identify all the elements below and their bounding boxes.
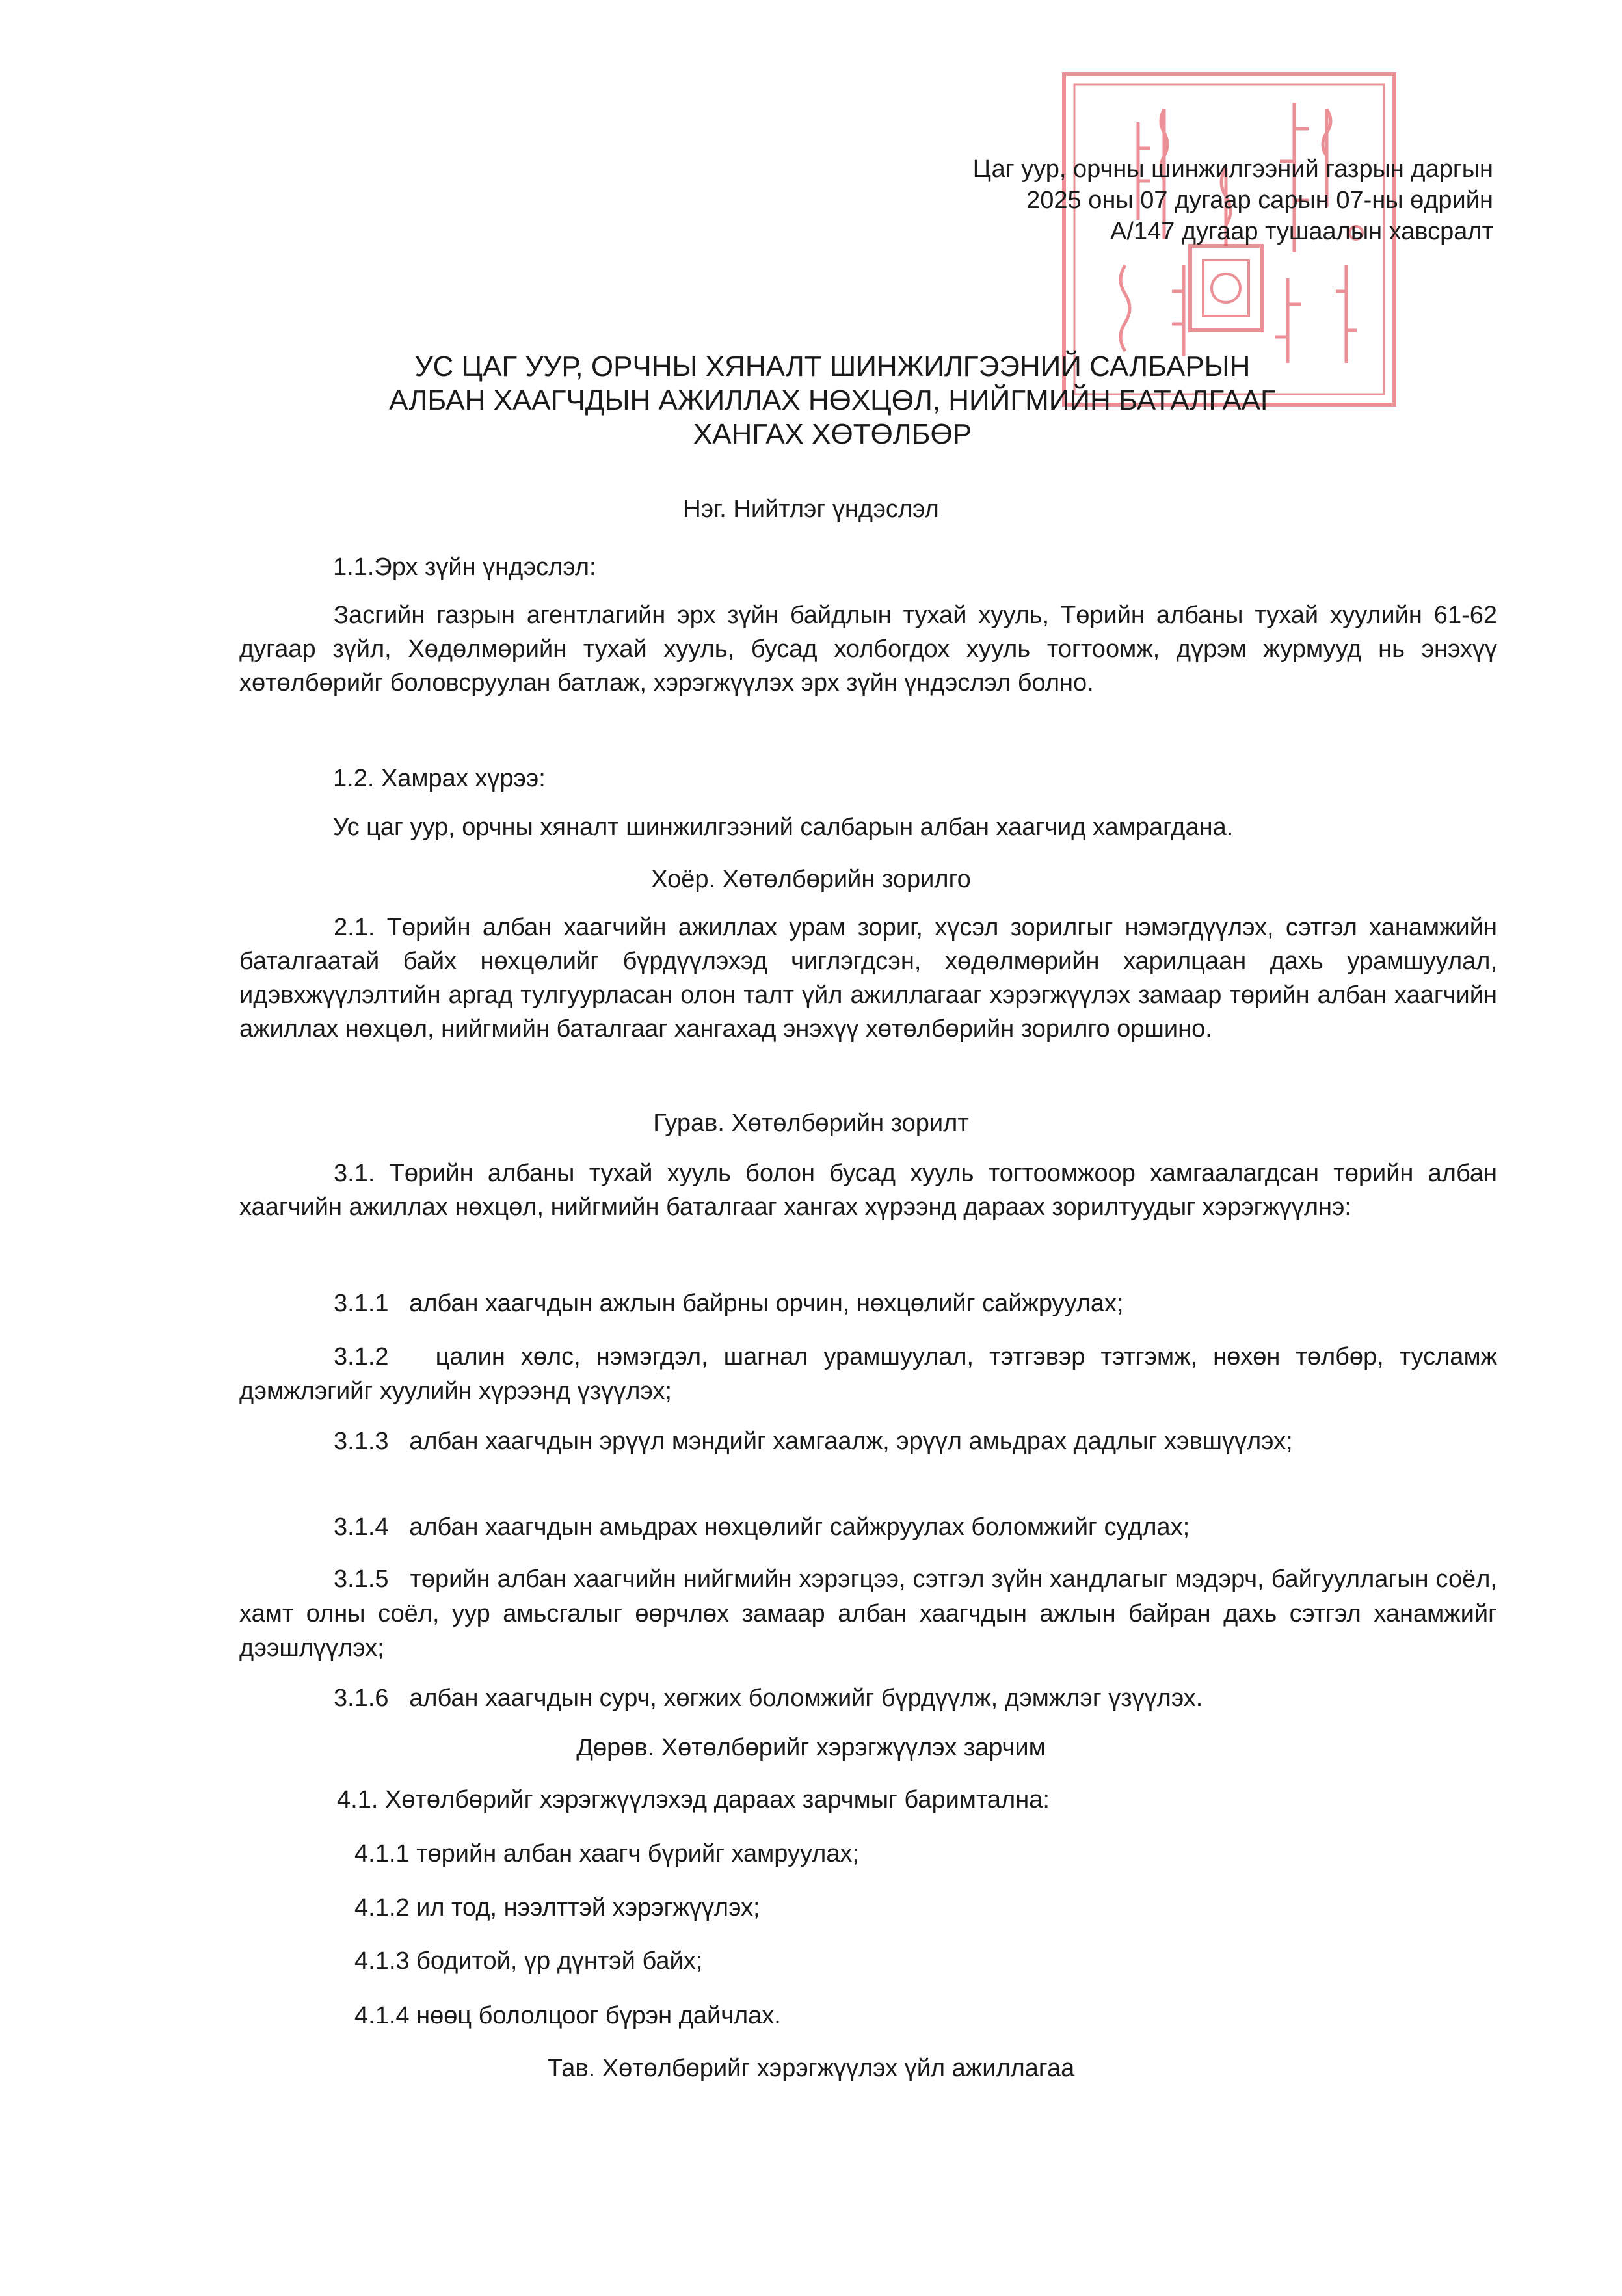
header-line-1: Цаг уур, орчны шинжилгээний газрын даргын xyxy=(972,155,1493,183)
title-line-1: УС ЦАГ УУР, ОРЧНЫ ХЯНАЛТ ШИНЖИЛГЭЭНИЙ САЛБАРЫН xyxy=(414,351,1251,382)
document-title xyxy=(364,350,1301,451)
list-item xyxy=(239,1562,1497,1666)
item-text: цалин хөлс, нэмэгдэл, шагнал урамшуулал, тэтгэвэр тэтгэмж, нөхөн төлбөр, тусламж дэмжлэгийг хуулийн хүрээнд үзүүлэх; xyxy=(239,1343,1497,1405)
section-5-heading: Тав. Хөтөлбөрийг хэрэгжүүлэх үйл ажиллагаа xyxy=(547,2055,1075,2082)
title-line-3: ХАНГАХ ХӨТӨЛБӨР xyxy=(693,418,972,450)
list-item xyxy=(239,1510,1497,1545)
list-item xyxy=(239,1340,1497,1409)
clause-1-2-label: 1.2. Хамрах хүрээ: xyxy=(333,765,546,792)
item-text: төрийн албан хаагчийн нийгмийн хэрэгцээ, сэтгэл зүйн хандлагыг мэдэрч, байгууллагын соёл, хамт олны соёл, уур амьсгалыг өөрчлөх замаар албан хаагчдын ажлын байран дахь сэтгэл ханамжийг дээшлүүлэх; xyxy=(239,1566,1497,1662)
item-text: нөөц бололцоог бүрэн дайчлах. xyxy=(416,2002,781,2029)
section-2-heading: Хоёр. Хөтөлбөрийн зорилго xyxy=(651,866,971,893)
list-item xyxy=(354,1836,859,1872)
item-number: 3.1.4 xyxy=(334,1514,389,1541)
list-item xyxy=(354,1998,781,2034)
item-text: бодитой, үр дүнтэй байх; xyxy=(416,1947,703,1975)
list-item xyxy=(239,1424,1497,1459)
item-text: төрийн албан хаагч бүрийг хамруулах; xyxy=(416,1840,860,1867)
item-text: ил тод, нээлттэй хэрэгжүүлэх; xyxy=(416,1894,760,1921)
header-line-2: 2025 оны 07 дугаар сарын 07-ны өдрийн xyxy=(1026,187,1493,214)
item-number: 3.1.6 xyxy=(334,1685,389,1712)
item-number: 4.1.3 xyxy=(354,1947,410,1975)
list-item xyxy=(354,1890,760,1926)
header-line-3: А/147 дугаар тушаалын хавсралт xyxy=(1110,218,1493,245)
list-item xyxy=(239,1287,1497,1321)
clause-2-1-text: 2.1. Төрийн албан хаагчийн ажиллах урам зориг, хүсэл зорилгыг нэмэгдүүлэх, сэтгэл ханамжийн баталгаатай байх нөхцөлийг бүрдүүлэхэд чиглэгдсэн, хөдөлмөрийн харилцаан дахь урамшуулал, идэвхжүүлэлтийн аргад тулгуурласан олон талт үйл ажиллагааг хэрэгжүүлэх замаар төрийн албан хаагчийн ажиллах нөхцөл, нийгмийн баталгааг хангахад энэхүү хөтөлбөрийн зорилго оршино. xyxy=(239,914,1497,1043)
item-number: 3.1.1 xyxy=(334,1290,389,1317)
item-text: албан хаагчдын амьдрах нөхцөлийг сайжруулах боломжийг судлах; xyxy=(409,1514,1190,1541)
item-text: албан хаагчдын ажлын байрны орчин, нөхцөлийг сайжруулах; xyxy=(409,1290,1124,1317)
clause-1-1-text: Засгийн газрын агентлагийн эрх зүйн байдлын тухай хууль, Төрийн албаны тухай хуулийн 61-62 дугаар зүйл, Хөдөлмөрийн тухай хууль, бусад холбогдох хууль тогтоомж, дүрэм журмууд нь энэхүү хөтөлбөрийг боловсруулан батлаж, хэрэгжүүлэх эрх зүйн үндэслэл болно. xyxy=(239,602,1497,697)
clause-4-1-text: 4.1. Хөтөлбөрийг хэрэгжүүлэхэд дараах зарчмыг баримтална: xyxy=(337,1786,1050,1813)
attachment-header xyxy=(973,154,1493,247)
item-number: 4.1.2 xyxy=(354,1894,410,1921)
item-text: албан хаагчдын эрүүл мэндийг хамгаалж, эрүүл амьдрах дадлыг хэвшүүлэх; xyxy=(409,1428,1293,1455)
item-number: 3.1.3 xyxy=(334,1428,389,1455)
section-4-heading: Дөрөв. Хөтөлбөрийг хэрэгжүүлэх зарчим xyxy=(576,1734,1046,1761)
item-text: албан хаагчдын сурч, хөгжих боломжийг бүрдүүлж, дэмжлэг үзүүлэх. xyxy=(409,1685,1203,1712)
item-number: 4.1.1 xyxy=(354,1840,410,1867)
item-number: 3.1.5 xyxy=(334,1566,389,1593)
list-item xyxy=(354,1943,702,1979)
section-3-heading: Гурав. Хөтөлбөрийн зорилт xyxy=(653,1110,969,1137)
item-number: 3.1.2 xyxy=(334,1343,389,1370)
clause-1-1-label: 1.1.Эрх зүйн үндэслэл: xyxy=(333,554,596,581)
list-item xyxy=(239,1681,1497,1716)
section-1-heading: Нэг. Нийтлэг үндэслэл xyxy=(683,496,939,523)
clause-3-1-text: 3.1. Төрийн албаны тухай хууль болон бусад хууль тогтоомжоор хамгаалагдсан төрийн албан хаагчийн ажиллах нөхцөл, нийгмийн баталгааг хангах хүрээнд дараах зорилтуудыг хэрэгжүүлнэ: xyxy=(239,1160,1497,1221)
clause-1-2-text: Ус цаг уур, орчны хяналт шинжилгээний салбарын албан хаагчид хамрагдана. xyxy=(333,814,1234,841)
item-number: 4.1.4 xyxy=(354,2002,410,2029)
title-line-2: АЛБАН ХААГЧДЫН АЖИЛЛАХ НӨХЦӨЛ, НИЙГМИЙН БАТАЛГААГ xyxy=(389,384,1276,416)
